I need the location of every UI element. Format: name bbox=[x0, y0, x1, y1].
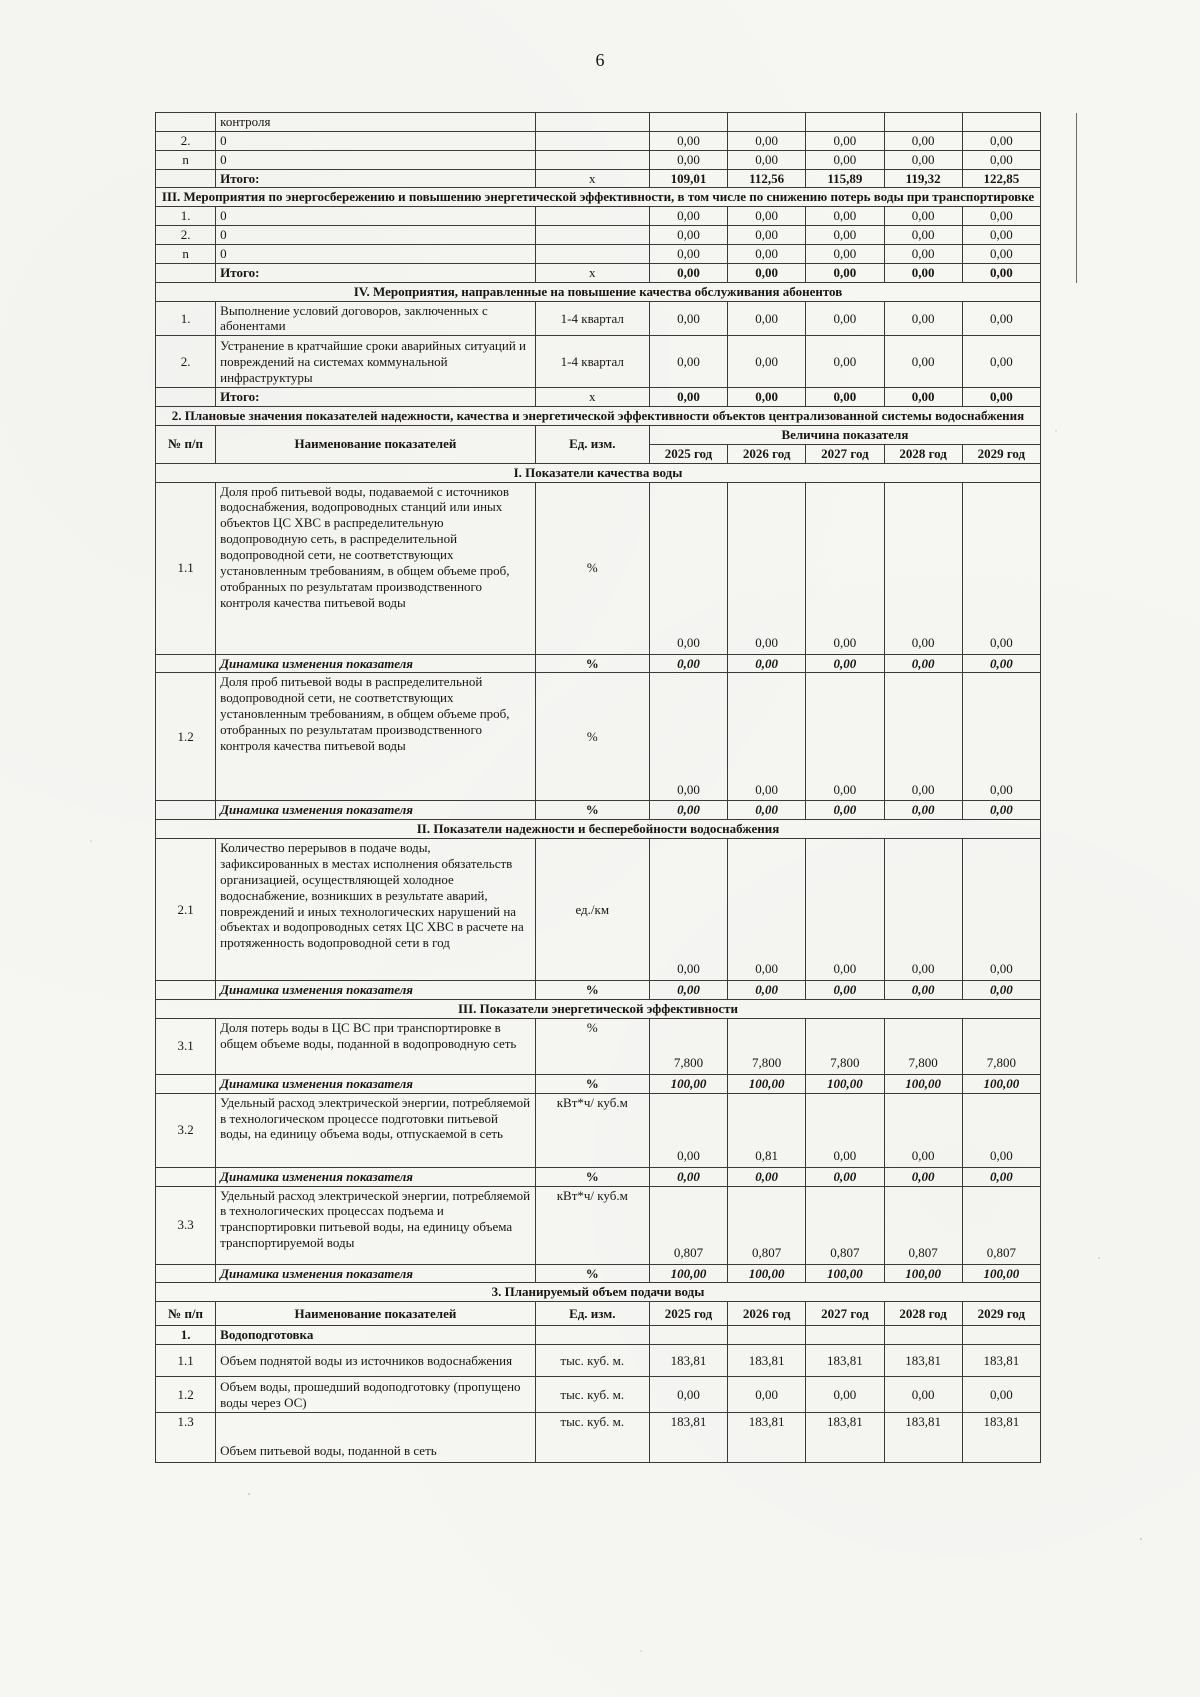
table-cell: 112,56 bbox=[728, 169, 806, 188]
section-title: III. Показатели энергетической эффективности bbox=[156, 1000, 1041, 1019]
section-row bbox=[156, 1000, 1041, 1019]
table-cell: 109,01 bbox=[649, 169, 727, 188]
table-cell-empty bbox=[806, 1326, 884, 1345]
table-cell: Объем питьевой воды, поданной в сеть bbox=[216, 1413, 536, 1463]
table-cell: 1.1 bbox=[156, 1345, 216, 1377]
table-cell: 0,00 bbox=[649, 131, 727, 150]
table-cell: 0,00 bbox=[649, 801, 727, 820]
table-cell: 0,00 bbox=[728, 801, 806, 820]
table-cell-empty bbox=[884, 113, 962, 132]
table-cell: % bbox=[535, 1018, 649, 1074]
table-cell: 0,00 bbox=[728, 207, 806, 226]
table-cell: Наименование показателей bbox=[216, 426, 536, 464]
table-cell: 0,00 bbox=[884, 131, 962, 150]
table-cell: 0,00 bbox=[649, 1093, 727, 1167]
table-cell-empty bbox=[728, 113, 806, 132]
table-cell: 0,00 bbox=[962, 482, 1040, 654]
table-cell: 0,00 bbox=[806, 839, 884, 981]
table-cell: 183,81 bbox=[962, 1413, 1040, 1463]
table-cell: 183,81 bbox=[649, 1413, 727, 1463]
section-row bbox=[156, 1283, 1041, 1302]
table-cell: 0,807 bbox=[806, 1186, 884, 1264]
table-cell-empty bbox=[962, 113, 1040, 132]
table-cell-empty bbox=[156, 1167, 216, 1186]
table-cell: 0,00 bbox=[884, 388, 962, 407]
table-cell: 0,00 bbox=[806, 301, 884, 336]
table-row bbox=[156, 169, 1041, 188]
table-cell: 2. bbox=[156, 336, 216, 388]
table-cell: 0,807 bbox=[649, 1186, 727, 1264]
table-cell: 0,00 bbox=[649, 150, 727, 169]
table-cell: 0,00 bbox=[649, 1377, 727, 1413]
table-cell: 0,00 bbox=[728, 301, 806, 336]
table-cell-empty bbox=[535, 1326, 649, 1345]
table-cell: 0,00 bbox=[806, 673, 884, 801]
table-cell: n bbox=[156, 150, 216, 169]
table-cell: Итого: bbox=[216, 169, 536, 188]
table-cell: 100,00 bbox=[884, 1074, 962, 1093]
table-cell: 0,00 bbox=[962, 654, 1040, 673]
table-cell: 0,00 bbox=[649, 301, 727, 336]
table-cell: 0,00 bbox=[884, 654, 962, 673]
table-row bbox=[156, 1167, 1041, 1186]
table-cell-empty bbox=[535, 131, 649, 150]
table-cell: кВт*ч/ куб.м bbox=[535, 1093, 649, 1167]
table-cell: % bbox=[535, 673, 649, 801]
table-row bbox=[156, 801, 1041, 820]
table-cell: 0,00 bbox=[649, 654, 727, 673]
table-cell: тыс. куб. м. bbox=[535, 1345, 649, 1377]
table-cell: 0,807 bbox=[728, 1186, 806, 1264]
table-cell: 0,00 bbox=[649, 673, 727, 801]
table-cell: 1.2 bbox=[156, 673, 216, 801]
table-cell: Величина показателя bbox=[649, 426, 1040, 445]
table-cell: 0,00 bbox=[962, 1377, 1040, 1413]
table-row bbox=[156, 673, 1041, 801]
section-title: 2. Плановые значения показателей надежности, качества и энергетической эффективности объектов централизованной системы водоснабжения bbox=[156, 407, 1041, 426]
table-cell: Объем воды, прошедший водоподготовку (пропущено воды через ОС) bbox=[216, 1377, 536, 1413]
table-row bbox=[156, 1345, 1041, 1377]
scan-noise-specks bbox=[0, 0, 2, 2]
table-cell-empty bbox=[728, 1326, 806, 1345]
table-cell: 183,81 bbox=[649, 1345, 727, 1377]
table-cell: 100,00 bbox=[649, 1264, 727, 1283]
table-cell: 100,00 bbox=[649, 1074, 727, 1093]
table-cell: % bbox=[535, 981, 649, 1000]
table-cell: 0,00 bbox=[649, 482, 727, 654]
table-cell: 7,800 bbox=[884, 1018, 962, 1074]
table-cell: 0,00 bbox=[884, 839, 962, 981]
table-cell: 0,00 bbox=[884, 263, 962, 282]
table-cell: 2026 год bbox=[728, 1302, 806, 1326]
table-cell: 183,81 bbox=[806, 1413, 884, 1463]
table-cell-empty bbox=[156, 388, 216, 407]
table-cell: 0,00 bbox=[806, 981, 884, 1000]
table-cell: 0 bbox=[216, 245, 536, 264]
table-cell: 0,00 bbox=[649, 226, 727, 245]
table-cell: Удельный расход электрической энергии, потребляемой в технологических процессах подъема и транспортировки питьевой воды, на единицу объема транспортируемой воды bbox=[216, 1186, 536, 1264]
table-cell: 0,00 bbox=[649, 336, 727, 388]
table-row bbox=[156, 839, 1041, 981]
table-cell: 7,800 bbox=[962, 1018, 1040, 1074]
table-cell-empty bbox=[156, 169, 216, 188]
table-cell: 0,00 bbox=[649, 839, 727, 981]
table-cell: Объем поднятой воды из источников водоснабжения bbox=[216, 1345, 536, 1377]
table-row bbox=[156, 150, 1041, 169]
table-cell: № п/п bbox=[156, 1302, 216, 1326]
table-cell: 0,00 bbox=[649, 245, 727, 264]
table-row bbox=[156, 1264, 1041, 1283]
table-cell: 0,00 bbox=[884, 482, 962, 654]
table-row bbox=[156, 131, 1041, 150]
table-cell: 0,00 bbox=[728, 1167, 806, 1186]
table-cell-empty bbox=[806, 113, 884, 132]
table-cell: 0,00 bbox=[962, 263, 1040, 282]
table-cell: 2. bbox=[156, 131, 216, 150]
table-row bbox=[156, 482, 1041, 654]
table-cell: Доля проб питьевой воды в распределительной водопроводной сети, не соответствующих установленным требованиям, в общем объеме проб, отобранных по результатам производственного контроля качества питьевой воды bbox=[216, 673, 536, 801]
table-cell: 100,00 bbox=[806, 1264, 884, 1283]
table-cell: 2029 год bbox=[962, 1302, 1040, 1326]
table-cell: 0,00 bbox=[962, 981, 1040, 1000]
table-cell: 100,00 bbox=[728, 1264, 806, 1283]
table-cell: 0,00 bbox=[962, 207, 1040, 226]
table-cell: 0,00 bbox=[884, 801, 962, 820]
table-cell: 7,800 bbox=[649, 1018, 727, 1074]
table-row bbox=[156, 263, 1041, 282]
table-cell: 1-4 квартал bbox=[535, 336, 649, 388]
table-cell: 183,81 bbox=[962, 1345, 1040, 1377]
table-cell: 0,00 bbox=[962, 150, 1040, 169]
table-cell: Динамика изменения показателя bbox=[216, 981, 536, 1000]
section-row bbox=[156, 820, 1041, 839]
table-cell: 100,00 bbox=[884, 1264, 962, 1283]
table-cell: Удельный расход электрической энергии, потребляемой в технологическом процессе подготовки питьевой воды, на единицу объема воды, отпускаемой в сеть bbox=[216, 1093, 536, 1167]
table-cell: 0,00 bbox=[728, 673, 806, 801]
table-cell: 0,00 bbox=[728, 654, 806, 673]
main-table bbox=[155, 112, 1041, 1463]
table-cell: 2027 год bbox=[806, 444, 884, 463]
table-cell: 0,00 bbox=[884, 245, 962, 264]
table-cell: х bbox=[535, 169, 649, 188]
table-cell: 0 bbox=[216, 150, 536, 169]
table-cell: 183,81 bbox=[884, 1345, 962, 1377]
table-cell: 0,00 bbox=[806, 388, 884, 407]
table-cell: 2. bbox=[156, 226, 216, 245]
section-title: 3. Планируемый объем подачи воды bbox=[156, 1283, 1041, 1302]
table-cell: 100,00 bbox=[962, 1074, 1040, 1093]
table-row bbox=[156, 1377, 1041, 1413]
table-cell-empty bbox=[535, 150, 649, 169]
section-title: IV. Мероприятия, направленные на повышение качества обслуживания абонентов bbox=[156, 282, 1041, 301]
table-cell: 0,00 bbox=[884, 207, 962, 226]
table-cell: контроля bbox=[216, 113, 536, 132]
table-cell: 1. bbox=[156, 1326, 216, 1345]
table-cell: 2028 год bbox=[884, 444, 962, 463]
table-cell: 2028 год bbox=[884, 1302, 962, 1326]
table-cell: 0,00 bbox=[728, 482, 806, 654]
table-cell: % bbox=[535, 1074, 649, 1093]
table-cell: 1.2 bbox=[156, 1377, 216, 1413]
section-row bbox=[156, 188, 1041, 207]
table-row bbox=[156, 1074, 1041, 1093]
table-cell-empty bbox=[535, 245, 649, 264]
table-cell: 0,00 bbox=[649, 207, 727, 226]
table-cell: 0,00 bbox=[884, 1167, 962, 1186]
table-cell: 100,00 bbox=[806, 1074, 884, 1093]
table-cell: 1-4 квартал bbox=[535, 301, 649, 336]
table-cell-empty bbox=[535, 113, 649, 132]
table-cell: 1.1 bbox=[156, 482, 216, 654]
table-cell: 0,00 bbox=[728, 245, 806, 264]
table-cell: Количество перерывов в подаче воды, зафиксированных в местах исполнения обязательств организацией, осуществляющей холодное водоснабжение, возникших в результате аварий, повреждений и иных технологических нарушений на объектах и водопроводных сетях ЦС ХВС в расчете на протяженность водопроводной сети в год bbox=[216, 839, 536, 981]
table-cell: 0,00 bbox=[806, 226, 884, 245]
table-cell: 0,00 bbox=[649, 388, 727, 407]
table-cell: 0,00 bbox=[649, 1167, 727, 1186]
table-cell-empty bbox=[962, 1326, 1040, 1345]
table-cell: Ед. изм. bbox=[535, 426, 649, 464]
table-cell: 0,00 bbox=[806, 245, 884, 264]
table-cell: Динамика изменения показателя bbox=[216, 1264, 536, 1283]
table-cell: Динамика изменения показателя bbox=[216, 1074, 536, 1093]
table-row bbox=[156, 1093, 1041, 1167]
table-cell: 0,00 bbox=[728, 263, 806, 282]
section-title: III. Мероприятия по энергосбережению и повышению энергетической эффективности, в том числе по снижению потерь воды при транспортировке bbox=[156, 188, 1041, 207]
table-row bbox=[156, 654, 1041, 673]
table-cell: 3.2 bbox=[156, 1093, 216, 1167]
section-title: I. Показатели качества воды bbox=[156, 463, 1041, 482]
table-cell: Водоподготовка bbox=[216, 1326, 536, 1345]
table-cell: 0,00 bbox=[884, 673, 962, 801]
table-cell: Устранение в кратчайшие сроки аварийных ситуаций и повреждений на системах коммунальной инфраструктуры bbox=[216, 336, 536, 388]
table-cell: 100,00 bbox=[962, 1264, 1040, 1283]
table-row bbox=[156, 388, 1041, 407]
table-cell-empty bbox=[649, 113, 727, 132]
table-cell: 100,00 bbox=[728, 1074, 806, 1093]
section-row bbox=[156, 407, 1041, 426]
table-cell: 0,00 bbox=[728, 131, 806, 150]
table-cell: 122,85 bbox=[962, 169, 1040, 188]
table-cell: % bbox=[535, 654, 649, 673]
table-row bbox=[156, 245, 1041, 264]
section-row bbox=[156, 463, 1041, 482]
table-cell: 115,89 bbox=[806, 169, 884, 188]
table-cell: 0 bbox=[216, 207, 536, 226]
table-cell: 7,800 bbox=[806, 1018, 884, 1074]
page-number: 6 bbox=[595, 50, 605, 70]
table-cell: 3.3 bbox=[156, 1186, 216, 1264]
table-cell: Итого: bbox=[216, 388, 536, 407]
table-cell: кВт*ч/ куб.м bbox=[535, 1186, 649, 1264]
table-cell: 0,00 bbox=[806, 1093, 884, 1167]
table-cell: 2025 год bbox=[649, 444, 727, 463]
table-cell: 183,81 bbox=[884, 1413, 962, 1463]
table-cell: 0,00 bbox=[649, 263, 727, 282]
table-cell: 0,807 bbox=[962, 1186, 1040, 1264]
table-row bbox=[156, 1413, 1041, 1463]
table-cell: 0,00 bbox=[962, 1093, 1040, 1167]
table-cell: 0,00 bbox=[728, 336, 806, 388]
table-cell: 0,00 bbox=[962, 1167, 1040, 1186]
table-row bbox=[156, 1326, 1041, 1345]
table-cell: 0,00 bbox=[806, 1167, 884, 1186]
table-cell: 0,00 bbox=[884, 336, 962, 388]
table-cell: 1. bbox=[156, 301, 216, 336]
table-cell: % bbox=[535, 1264, 649, 1283]
table-cell: % bbox=[535, 482, 649, 654]
table-cell: 0,00 bbox=[806, 207, 884, 226]
table-cell: 2029 год bbox=[962, 444, 1040, 463]
table-row bbox=[156, 1186, 1041, 1264]
table-cell: Ед. изм. bbox=[535, 1302, 649, 1326]
table-cell-empty bbox=[649, 1326, 727, 1345]
table-cell-empty bbox=[156, 1074, 216, 1093]
table-row bbox=[156, 1018, 1041, 1074]
table-cell: 0,00 bbox=[806, 263, 884, 282]
table-cell: 0,00 bbox=[962, 245, 1040, 264]
table-cell-empty bbox=[156, 981, 216, 1000]
table-cell: 183,81 bbox=[806, 1345, 884, 1377]
table-cell: Итого: bbox=[216, 263, 536, 282]
table-cell-empty bbox=[156, 113, 216, 132]
table-cell: 7,800 bbox=[728, 1018, 806, 1074]
table-cell: 0,00 bbox=[806, 131, 884, 150]
table-row bbox=[156, 336, 1041, 388]
table-cell: 0,00 bbox=[962, 388, 1040, 407]
table-row bbox=[156, 1302, 1041, 1326]
table-cell: Наименование показателей bbox=[216, 1302, 536, 1326]
table-row bbox=[156, 207, 1041, 226]
table-cell: 0,00 bbox=[962, 336, 1040, 388]
table-cell: 0,00 bbox=[962, 673, 1040, 801]
table-cell: 0,00 bbox=[806, 801, 884, 820]
table-cell: 0,00 bbox=[728, 839, 806, 981]
table-cell: 2.1 bbox=[156, 839, 216, 981]
table-cell: % bbox=[535, 801, 649, 820]
table-cell: 0,00 bbox=[806, 482, 884, 654]
table-cell: 0,00 bbox=[806, 654, 884, 673]
table-body bbox=[156, 113, 1041, 1463]
table-cell: 0,00 bbox=[884, 1377, 962, 1413]
table-cell: 0,00 bbox=[884, 150, 962, 169]
table-cell: 0,00 bbox=[728, 226, 806, 245]
table-row bbox=[156, 226, 1041, 245]
table-cell: тыс. куб. м. bbox=[535, 1413, 649, 1463]
table-cell: 0,00 bbox=[962, 801, 1040, 820]
table-cell: Динамика изменения показателя bbox=[216, 1167, 536, 1186]
table-cell-empty bbox=[156, 654, 216, 673]
table-cell: 119,32 bbox=[884, 169, 962, 188]
scan-artifact-line bbox=[1076, 113, 1077, 283]
table-cell: 2027 год bbox=[806, 1302, 884, 1326]
table-cell: тыс. куб. м. bbox=[535, 1377, 649, 1413]
table-cell-empty bbox=[535, 207, 649, 226]
table-row bbox=[156, 113, 1041, 132]
table-cell: 1.3 bbox=[156, 1413, 216, 1463]
table-cell: 2025 год bbox=[649, 1302, 727, 1326]
table-cell: 0,00 bbox=[884, 981, 962, 1000]
table-cell: 2026 год bbox=[728, 444, 806, 463]
table-cell: 0,00 bbox=[649, 981, 727, 1000]
table-cell: 0,00 bbox=[884, 1093, 962, 1167]
table-cell: 0,00 bbox=[806, 336, 884, 388]
table-cell: 0,00 bbox=[884, 226, 962, 245]
table-cell-empty bbox=[535, 226, 649, 245]
table-cell-empty bbox=[156, 801, 216, 820]
table-cell: 0,00 bbox=[728, 150, 806, 169]
table-cell: Выполнение условий договоров, заключенных с абонентами bbox=[216, 301, 536, 336]
table-cell: 0 bbox=[216, 226, 536, 245]
table-cell: № п/п bbox=[156, 426, 216, 464]
table-cell: х bbox=[535, 388, 649, 407]
table-cell: 0,807 bbox=[884, 1186, 962, 1264]
table-cell: % bbox=[535, 1167, 649, 1186]
table-cell-empty bbox=[884, 1326, 962, 1345]
table-cell: Доля потерь воды в ЦС ВС при транспортировке в общем объеме воды, поданной в водопроводную сеть bbox=[216, 1018, 536, 1074]
table-cell: 0,00 bbox=[962, 131, 1040, 150]
table-cell: 0,00 bbox=[884, 301, 962, 336]
table-cell: 0 bbox=[216, 131, 536, 150]
section-row bbox=[156, 282, 1041, 301]
table-cell: 183,81 bbox=[728, 1345, 806, 1377]
table-cell: Динамика изменения показателя bbox=[216, 654, 536, 673]
table-row bbox=[156, 426, 1041, 445]
table-cell: 0,00 bbox=[806, 150, 884, 169]
table-cell: 1. bbox=[156, 207, 216, 226]
table-cell: Динамика изменения показателя bbox=[216, 801, 536, 820]
table-cell: 0,00 bbox=[806, 1377, 884, 1413]
table-cell-empty bbox=[156, 263, 216, 282]
table-cell: ед./км bbox=[535, 839, 649, 981]
table-cell-empty bbox=[156, 1264, 216, 1283]
section-title: II. Показатели надежности и бесперебойности водоснабжения bbox=[156, 820, 1041, 839]
table-cell: 0,00 bbox=[728, 1377, 806, 1413]
table-cell: 0,00 bbox=[962, 839, 1040, 981]
table-cell: 0,00 bbox=[962, 226, 1040, 245]
table-row bbox=[156, 301, 1041, 336]
table-cell: 183,81 bbox=[728, 1413, 806, 1463]
table-cell: Доля проб питьевой воды, подаваемой с источников водоснабжения, водопроводных станций или иных объектов ЦС ХВС в распределительную водопроводную сеть, в распределительной водопроводной сети, не соответствующих установленным требованиям, в общем объеме проб, отобранных по результатам производственного контроля качества питьевой воды bbox=[216, 482, 536, 654]
table-row bbox=[156, 981, 1041, 1000]
table-cell: 0,00 bbox=[728, 388, 806, 407]
table-cell: 0,00 bbox=[728, 981, 806, 1000]
table-cell: n bbox=[156, 245, 216, 264]
table-cell: 0,00 bbox=[962, 301, 1040, 336]
table-cell: 0,81 bbox=[728, 1093, 806, 1167]
table-cell: 3.1 bbox=[156, 1018, 216, 1074]
table-cell: х bbox=[535, 263, 649, 282]
